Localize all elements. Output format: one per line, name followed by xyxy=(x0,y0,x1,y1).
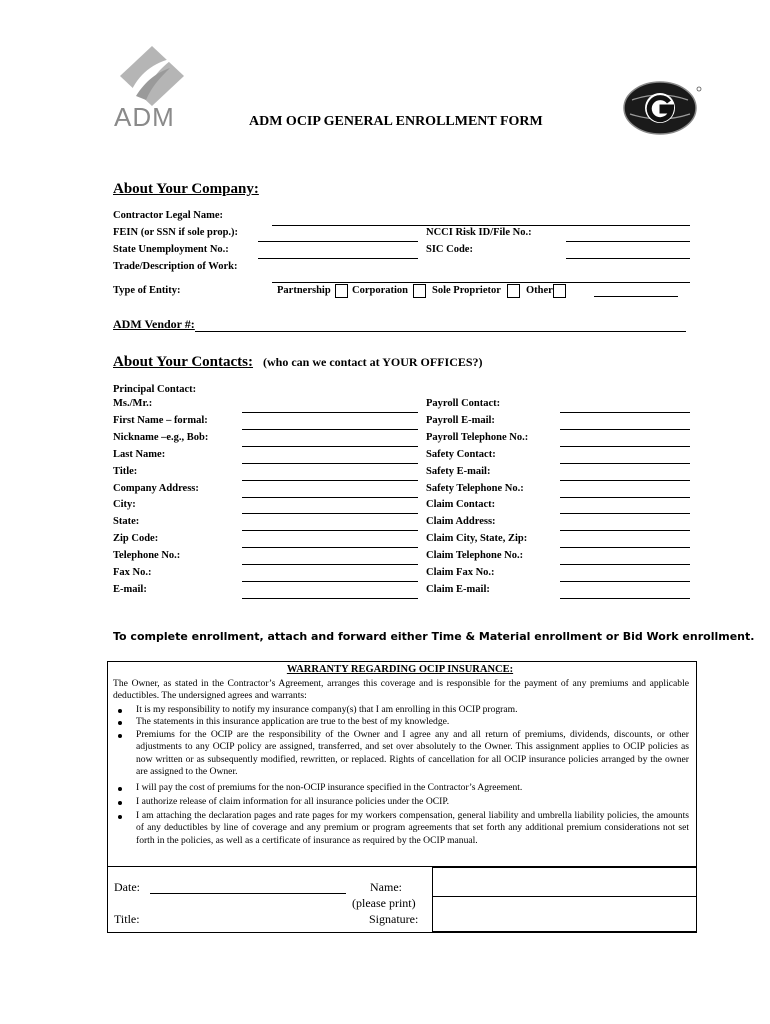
label-please-print: (please print) xyxy=(352,896,416,910)
section-heading-contacts xyxy=(113,353,483,371)
contact-label-right: Safety Contact: xyxy=(426,449,496,460)
entity-option-other: Other xyxy=(526,285,553,296)
contact-label-left: E-mail: xyxy=(113,584,147,595)
contact-field-left[interactable] xyxy=(242,429,418,430)
field-state-unemployment[interactable] xyxy=(258,258,418,259)
contact-label-left: City: xyxy=(113,499,136,510)
warranty-bullet-5: I authorize release of claim information for all insurance policies under the OCIP. xyxy=(136,796,450,807)
checkbox-corporation[interactable] xyxy=(413,284,426,298)
bullet-icon xyxy=(118,801,122,805)
field-trade[interactable] xyxy=(272,282,690,283)
contact-field-right[interactable] xyxy=(560,412,690,413)
contacts-subheading-text: (who can we contact at YOUR OFFICES?) xyxy=(263,355,483,369)
contact-field-left[interactable] xyxy=(242,463,418,464)
contact-label-right: Claim Fax No.: xyxy=(426,567,495,578)
warranty-bullet-6: I am attaching the declaration pages and rate pages for my workers compensation, general liability and umbrella liability policies, the amounts of any deductibles by line of coverage and any premium or program agreements that set forth any additional premium considerations not set forth in the policies, as well as a certificate of insurance as required by the OCIP manual. xyxy=(136,810,689,846)
entity-option-corporation: Corporation xyxy=(352,285,408,296)
contact-label-right: Claim Contact: xyxy=(426,499,496,510)
label-date: Date: xyxy=(114,880,140,894)
contact-field-right[interactable] xyxy=(560,564,690,565)
contact-label-left: Company Address: xyxy=(113,483,199,494)
contact-label-left: First Name – formal: xyxy=(113,415,208,426)
contact-field-left[interactable] xyxy=(242,547,418,548)
contact-label-right: Payroll E-mail: xyxy=(426,415,495,426)
contact-label-left: Last Name: xyxy=(113,449,166,460)
warranty-bullet-1: It is my responsibility to notify my insurance company(s) that I am enrolling in this OCIP program. xyxy=(136,704,518,715)
label-ncci: NCCI Risk ID/File No.: xyxy=(426,227,532,238)
contact-field-left[interactable] xyxy=(242,581,418,582)
adm-leaf-icon xyxy=(112,44,192,106)
contact-field-right[interactable] xyxy=(560,497,690,498)
field-legal-name[interactable] xyxy=(272,225,690,226)
contact-label-left: State: xyxy=(113,516,140,527)
contact-field-right[interactable] xyxy=(560,598,690,599)
field-other-entity[interactable] xyxy=(594,296,678,297)
bullet-icon xyxy=(118,709,122,713)
entity-option-partnership: Partnership xyxy=(277,285,331,296)
contacts-heading-text: About Your Contacts: xyxy=(113,354,254,370)
warranty-bullet-3: Premiums for the OCIP are the responsibility of the Owner and I agree any and all return of premiums, dividends, discounts, or other adjustments to any OCIP policy are assigned, transferred, and set over absolutely to the Owner. This assignment applies to OCIP policies as now written or as subsequently modified, rewritten, or replaced. Rights of cancellation for all OCIP insurance policies arranged by the owner are assigned to the Owner. xyxy=(136,729,689,777)
contact-field-left[interactable] xyxy=(242,497,418,498)
label-state-unemployment: State Unemployment No.: xyxy=(113,244,229,255)
field-date[interactable] xyxy=(150,893,346,894)
label-principal-contact: Principal Contact: xyxy=(113,384,197,395)
checkbox-other[interactable] xyxy=(553,284,566,298)
contact-label-left: Ms./Mr.: xyxy=(113,398,153,409)
adm-logo-text: ADM xyxy=(114,102,175,132)
bullet-icon xyxy=(118,734,122,738)
contact-label-right: Safety E-mail: xyxy=(426,466,491,477)
contact-field-right[interactable] xyxy=(560,530,690,531)
globe-g-icon xyxy=(622,80,702,136)
field-vendor[interactable] xyxy=(195,331,686,332)
label-title: Title: xyxy=(114,912,140,926)
field-signature-box[interactable] xyxy=(432,895,697,932)
enrollment-instruction: To complete enrollment, attach and forward either Time & Material enrollment or Bid Work enrollment. xyxy=(113,630,755,643)
label-name: Name: xyxy=(370,880,402,894)
label-vendor: ADM Vendor #: xyxy=(113,317,195,331)
contact-label-left: Zip Code: xyxy=(113,533,159,544)
bullet-icon xyxy=(118,787,122,791)
contact-field-right[interactable] xyxy=(560,513,690,514)
label-signature: Signature: xyxy=(369,912,419,926)
bullet-icon xyxy=(118,721,122,725)
checkbox-sole-proprietor[interactable] xyxy=(507,284,520,298)
label-sic: SIC Code: xyxy=(426,244,473,255)
field-sic[interactable] xyxy=(566,258,690,259)
contact-field-left[interactable] xyxy=(242,412,418,413)
warranty-bullet-4: I will pay the cost of premiums for the non-OCIP insurance specified in the Contractor’s Agreement. xyxy=(136,782,523,793)
contact-field-left[interactable] xyxy=(242,530,418,531)
gallagher-logo xyxy=(622,80,702,136)
contact-field-right[interactable] xyxy=(560,463,690,464)
warranty-bullet-2: The statements in this insurance application are true to the best of my knowledge. xyxy=(136,716,450,727)
contact-field-right[interactable] xyxy=(560,581,690,582)
contact-field-left[interactable] xyxy=(242,598,418,599)
contact-field-left[interactable] xyxy=(242,480,418,481)
contact-label-left: Fax No.: xyxy=(113,567,152,578)
warranty-intro: The Owner, as stated in the Contractor’s Agreement, arranges this coverage and is responsible for the payment of any premiums and applicable deductibles. The undersigned agrees and warrants: xyxy=(113,678,689,702)
bullet-icon xyxy=(118,815,122,819)
contact-label-right: Payroll Telephone No.: xyxy=(426,432,529,443)
adm-logo xyxy=(112,44,192,134)
label-trade: Trade/Description of Work: xyxy=(113,261,238,272)
contact-label-right: Claim E-mail: xyxy=(426,584,490,595)
field-ncci[interactable] xyxy=(566,241,690,242)
field-name-box[interactable] xyxy=(432,867,697,897)
contact-label-right: Claim Telephone No.: xyxy=(426,550,524,561)
contact-label-left: Telephone No.: xyxy=(113,550,181,561)
label-legal-name: Contractor Legal Name: xyxy=(113,210,224,221)
contact-field-right[interactable] xyxy=(560,446,690,447)
contact-field-right[interactable] xyxy=(560,480,690,481)
section-heading-company: About Your Company: xyxy=(113,181,259,197)
contact-label-left: Nickname –e.g., Bob: xyxy=(113,432,209,443)
field-fein[interactable] xyxy=(258,241,418,242)
contact-field-right[interactable] xyxy=(560,547,690,548)
contact-field-right[interactable] xyxy=(560,429,690,430)
entity-option-sole-proprietor: Sole Proprietor xyxy=(432,285,501,296)
contact-label-right: Safety Telephone No.: xyxy=(426,483,524,494)
checkbox-partnership[interactable] xyxy=(335,284,348,298)
contact-label-right: Claim Address: xyxy=(426,516,496,527)
label-fein: FEIN (or SSN if sole prop.): xyxy=(113,227,239,238)
contact-label-right: Claim City, State, Zip: xyxy=(426,533,528,544)
contact-field-left[interactable] xyxy=(242,446,418,447)
contact-field-left[interactable] xyxy=(242,513,418,514)
contact-label-right: Payroll Contact: xyxy=(426,398,501,409)
form-title: ADM OCIP GENERAL ENROLLMENT FORM xyxy=(249,114,543,129)
warranty-title: WARRANTY REGARDING OCIP INSURANCE: xyxy=(286,664,514,675)
contact-label-left: Title: xyxy=(113,466,138,477)
label-entity-type: Type of Entity: xyxy=(113,285,181,296)
contact-field-left[interactable] xyxy=(242,564,418,565)
